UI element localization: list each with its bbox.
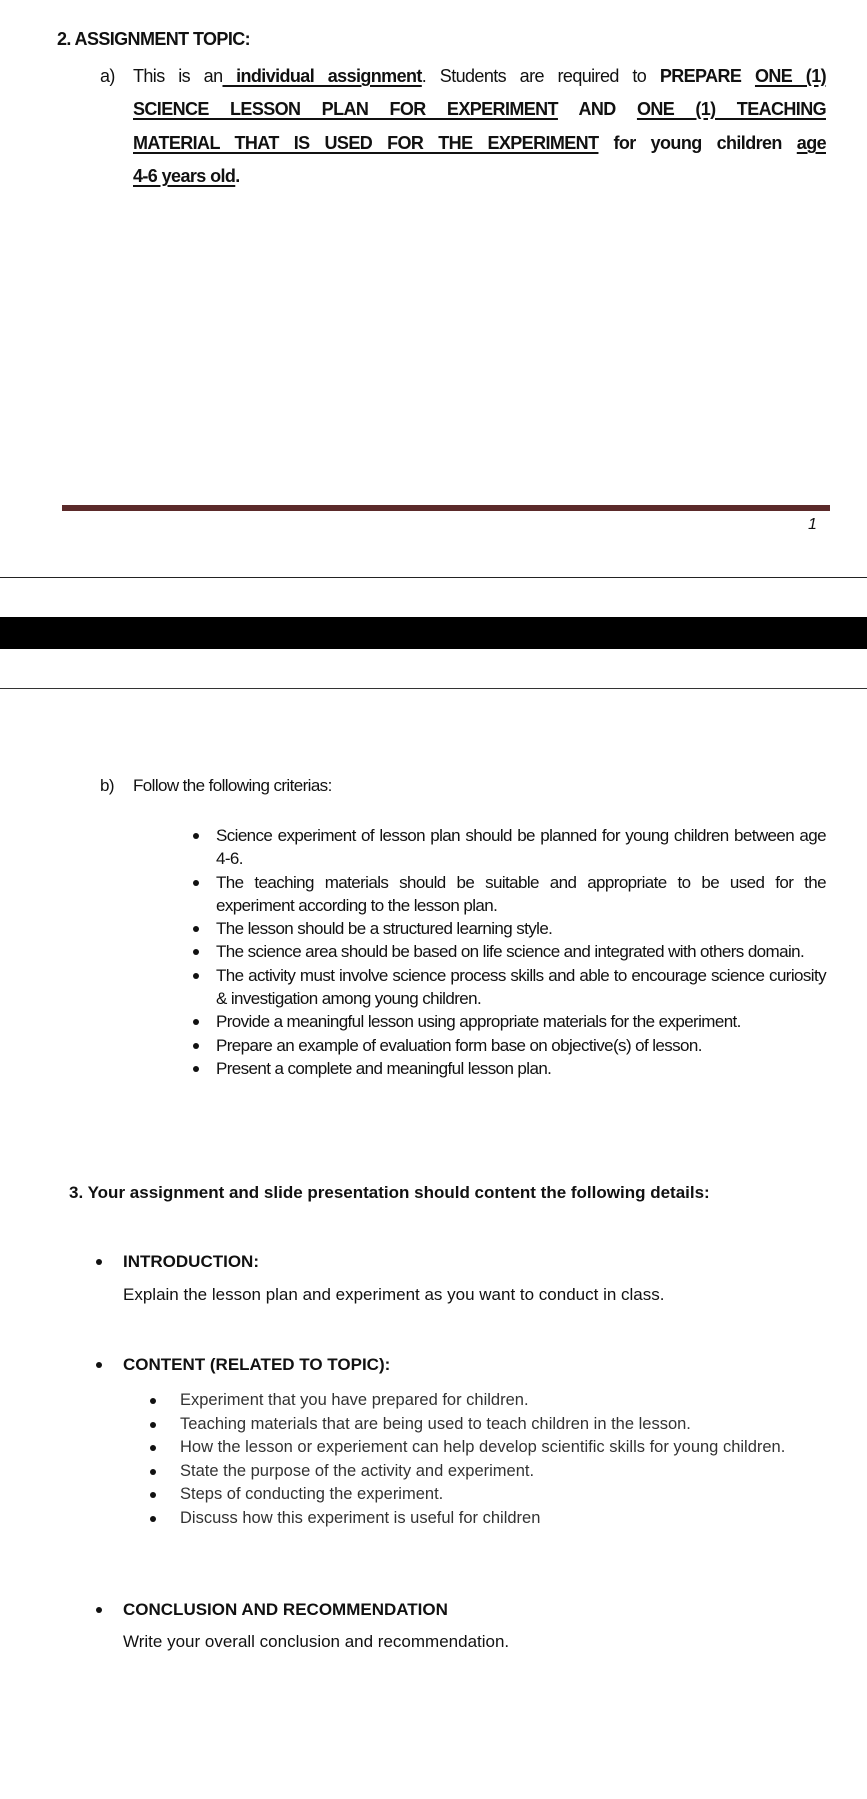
content-list	[150, 1389, 826, 1530]
page-break-band	[0, 617, 867, 649]
content-heading	[96, 1355, 390, 1375]
intro-text: Explain the lesson plan and experiment as you want to conduct in class.	[123, 1285, 665, 1304]
list-item: Steps of conducting the experiment.	[150, 1483, 826, 1507]
page-number: 1	[808, 516, 817, 533]
emphasis: PREPARE	[659, 66, 755, 86]
emphasis: AND	[557, 99, 637, 119]
item-a-label: a)	[100, 66, 115, 86]
list-item: How the lesson or experiement can help develop scientific skills for young children.	[150, 1436, 826, 1460]
emphasis: SCIENCE LESSON PLAN FOR EXPERIMENT	[133, 99, 558, 119]
list-item: Teaching materials that are being used to teach children in the lesson.	[150, 1413, 826, 1437]
text: .	[235, 166, 240, 186]
item-a-line-4	[133, 166, 826, 187]
item-b-text: Follow the following criterias:	[133, 776, 332, 795]
emphasis: 4-6 years old	[133, 166, 236, 186]
text: . Students are required to	[421, 66, 660, 86]
section-2-title: 2. ASSIGNMENT TOPIC:	[57, 29, 251, 49]
emphasis: for young children	[598, 133, 797, 153]
list-item: The activity must involve science process skills and able to encourage science curiosity & investigation among young children.	[193, 964, 826, 1011]
list-item: Science experiment of lesson plan should be planned for young children between age 4-6.	[193, 824, 826, 871]
text: This is an	[133, 66, 223, 86]
heading-text: CONCLUSION AND RECOMMENDATION	[123, 1600, 448, 1619]
list-item: The teaching materials should be suitable and appropriate to be used for the experiment according to the lesson plan.	[193, 871, 826, 918]
criteria-list	[193, 824, 826, 1080]
list-item: The science area should be based on life science and integrated with others domain.	[193, 940, 826, 963]
item-b-label: b)	[100, 776, 114, 795]
item-a-line-3	[133, 133, 826, 154]
list-item: Provide a meaningful lesson using appropriate materials for the experiment.	[193, 1010, 826, 1033]
list-item: The lesson should be a structured learning style.	[193, 917, 826, 940]
item-a-line-2	[133, 99, 826, 120]
page-divider	[0, 577, 867, 578]
emphasis: MATERIAL THAT IS USED FOR THE EXPERIMENT	[133, 133, 599, 153]
emphasis: ONE (1) TEACHING	[636, 99, 826, 119]
heading-text: CONTENT (RELATED TO TOPIC):	[123, 1355, 391, 1374]
page-divider	[0, 688, 867, 689]
list-item: Present a complete and meaningful lesson plan.	[193, 1057, 826, 1080]
emphasis: individual assignment	[222, 66, 422, 86]
page-footer-bar	[62, 505, 830, 511]
conclusion-text: Write your overall conclusion and recommendation.	[123, 1632, 510, 1651]
heading-text: INTRODUCTION:	[123, 1252, 259, 1271]
emphasis: age	[796, 133, 826, 153]
list-item: Discuss how this experiment is useful for children	[150, 1507, 826, 1531]
list-item: Prepare an example of evaluation form base on objective(s) of lesson.	[193, 1034, 826, 1057]
item-a-line-1	[133, 66, 826, 87]
list-item: Experiment that you have prepared for children.	[150, 1389, 826, 1413]
emphasis: ONE (1)	[754, 66, 827, 86]
section-3-title: 3. Your assignment and slide presentation should content the following details:	[69, 1183, 710, 1202]
list-item: State the purpose of the activity and experiment.	[150, 1460, 826, 1484]
intro-heading	[96, 1252, 259, 1272]
conclusion-heading	[96, 1600, 448, 1620]
